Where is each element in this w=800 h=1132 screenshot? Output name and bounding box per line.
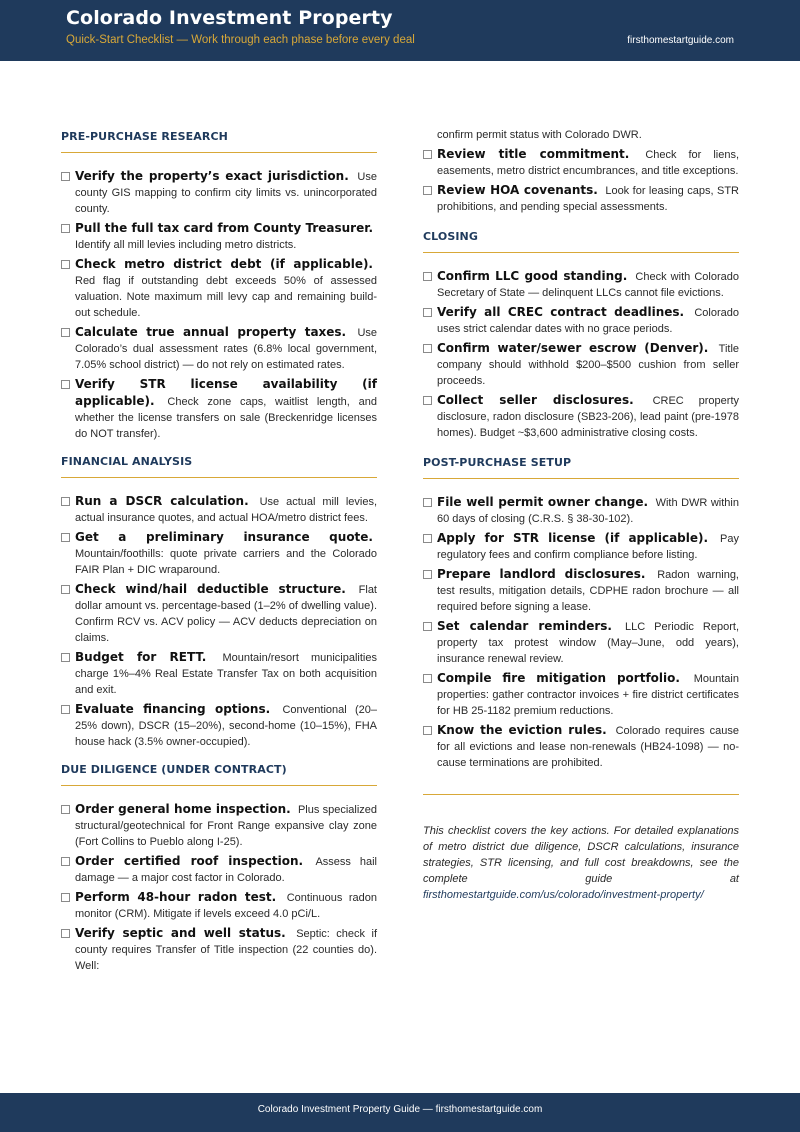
checkbox[interactable] (61, 653, 70, 662)
checklist-item (61, 889, 377, 922)
checklist-item (423, 304, 739, 337)
item-title: Verify STR license availability (if applicable). (75, 377, 377, 408)
checklist-item (61, 376, 377, 442)
checkbox[interactable] (61, 857, 70, 866)
item-title: Set calendar reminders. (437, 619, 612, 633)
item-text: Radon warning, test results, mitigation details, CDPHE radon brochure — all required before signing a lease. (437, 569, 739, 613)
item-text: Mountain/foothills: quote private carriers and the Colorado FAIR Plan + DIC wraparound. (75, 548, 377, 576)
header-site-link[interactable]: firsthomestartguide.com (627, 35, 734, 46)
checkbox[interactable] (61, 929, 70, 938)
item-text: Mountain/resort municipalities charge 1%–4% Real Estate Transfer Tax on both acquisition and exit. (75, 652, 377, 696)
checkbox[interactable] (61, 533, 70, 542)
checkbox[interactable] (423, 534, 432, 543)
checkbox[interactable] (61, 172, 70, 181)
checklist-item (423, 340, 739, 389)
item-title: Order certified roof inspection. (75, 854, 304, 868)
checkbox[interactable] (423, 570, 432, 579)
checklist-item (423, 530, 739, 563)
checkbox[interactable] (61, 585, 70, 594)
checklist-item (61, 649, 377, 698)
item-title: Collect seller disclosures. (437, 393, 634, 407)
due-diligence-continuation: confirm permit status with Colorado DWR. (437, 129, 642, 141)
item-text: Check zone caps, waitlist length, and whether the license transfers on sale (Breckenridge licenses do NOT transfer). (75, 396, 377, 440)
item-text: Colorado uses strict calendar dates with no grace periods. (437, 307, 739, 335)
section-post-purchase (423, 451, 739, 771)
checkbox[interactable] (423, 396, 432, 405)
item-title: Know the eviction rules. (437, 723, 607, 737)
checklist-item (423, 722, 739, 771)
item-title: Calculate true annual property taxes. (75, 325, 347, 339)
page-title: Colorado Investment Property (66, 7, 393, 29)
section-heading: DUE DILIGENCE (UNDER CONTRACT) (61, 758, 377, 786)
item-text: Use Colorado’s dual assessment rates (6.8% local government, 7.05% school district) — do not rely on estimated rates. (75, 327, 377, 371)
item-text: Flat dollar amount vs. percentage-based (1–2% of dwelling value). Confirm RCV vs. ACV policy — ACV deducts depreciation on claims. (75, 584, 377, 644)
checklist-item (61, 493, 377, 526)
checkbox[interactable] (423, 622, 432, 631)
checkbox[interactable] (423, 344, 432, 353)
checklist-item (423, 566, 739, 615)
checklist-item (61, 853, 377, 886)
guide-note-text: This checklist covers the key actions. For detailed explanations of metro district due diligence, DSCR calculations, insurance strategies, STR licensing, and full cost breakdowns, see the complete guide at (423, 825, 739, 885)
checkbox[interactable] (61, 805, 70, 814)
item-title: Order general home inspection. (75, 802, 291, 816)
item-title: Apply for STR license (if applicable). (437, 531, 709, 545)
checklist-item (423, 670, 739, 719)
item-text: With DWR within 60 days of closing (C.R.S. § 38-30-102). (437, 497, 739, 525)
item-title: Compile fire mitigation portfolio. (437, 671, 680, 685)
item-text: Use county GIS mapping to confirm city limits vs. unincorporated county. (75, 171, 377, 215)
item-text: Red flag if outstanding debt exceeds 50% of assessed valuation. Note maximum mill levy cap and remaining build-out schedule. (75, 275, 377, 319)
checkbox[interactable] (61, 705, 70, 714)
item-text: Check for liens, easements, metro district encumbrances, and title exceptions. (437, 149, 739, 177)
item-text: Title company should withhold $200–$500 cushion from seller proceeds. (437, 343, 740, 387)
guide-note (423, 823, 739, 903)
checklist-item (61, 220, 377, 253)
section-due-diligence (61, 758, 377, 974)
checklist-item (423, 146, 739, 179)
guide-link[interactable]: firsthomestartguide.com/us/colorado/investment-property/ (423, 889, 704, 901)
item-title: Perform 48-hour radon test. (75, 890, 277, 904)
checkbox[interactable] (61, 224, 70, 233)
item-title: Evaluate financing options. (75, 702, 271, 716)
item-title: Verify septic and well status. (75, 926, 286, 940)
checklist-item (61, 529, 377, 578)
item-title: Check wind/hail deductible structure. (75, 582, 346, 596)
checkbox[interactable] (423, 150, 432, 159)
checklist-item (61, 581, 377, 646)
item-title: Review HOA covenants. (437, 183, 598, 197)
right-column (423, 127, 739, 903)
checklist-item (61, 925, 377, 974)
item-title: Prepare landlord disclosures. (437, 567, 646, 581)
item-title: Confirm LLC good standing. (437, 269, 628, 283)
section-heading: POST-PURCHASE SETUP (423, 451, 739, 479)
item-title: Verify all CREC contract deadlines. (437, 305, 685, 319)
item-title: Pull the full tax card from County Treasurer. (75, 221, 373, 235)
checkbox[interactable] (423, 726, 432, 735)
checkbox[interactable] (423, 308, 432, 317)
item-title: Get a preliminary insurance quote. (75, 530, 373, 544)
section-heading: CLOSING (423, 225, 739, 253)
checklist-item (61, 701, 377, 750)
item-title: Budget for RETT. (75, 650, 207, 664)
header-bar (0, 0, 800, 61)
item-text: Pay regulatory fees and confirm compliance before listing. (437, 533, 739, 561)
item-text: Use actual mill levies, actual insurance quotes, and actual HOA/metro district fees. (75, 496, 377, 524)
item-title: Run a DSCR calculation. (75, 494, 249, 508)
item-text: Check with Colorado Secretary of State — delinquent LLCs cannot file evictions. (437, 271, 739, 299)
item-title: Verify the property’s exact jurisdiction. (75, 169, 349, 183)
page-subtitle: Quick-Start Checklist — Work through each phase before every deal (66, 34, 415, 46)
checkbox[interactable] (61, 260, 70, 269)
checklist-item (61, 324, 377, 373)
item-text: Identify all mill levies including metro districts. (75, 239, 297, 251)
item-text: Assess hail damage — a major cost factor in Colorado. (75, 856, 378, 884)
item-title: Check metro district debt (if applicable). (75, 257, 373, 271)
item-text: Mountain properties: gather contractor invoices + fire district certificates for HB 25-1182 premium reductions. (437, 673, 739, 717)
section-pre-purchase (61, 125, 377, 442)
checklist-item (61, 168, 377, 217)
checklist-item (423, 494, 739, 527)
checkbox[interactable] (423, 674, 432, 683)
checkbox[interactable] (423, 272, 432, 281)
item-text: LLC Periodic Report, property tax protest window (May–June, odd years), insurance renewal review. (437, 621, 739, 665)
item-text: Colorado requires cause for all evictions and lease non-renewals (HB24-1098) — no-cause terminations are prohibited. (437, 725, 739, 769)
footer-text: Colorado Investment Property Guide — firsthomestartguide.com (257, 1104, 543, 1115)
checkbox[interactable] (61, 328, 70, 337)
section-heading: FINANCIAL ANALYSIS (61, 450, 377, 478)
section-heading: PRE-PURCHASE RESEARCH (61, 125, 377, 153)
checkbox[interactable] (61, 893, 70, 902)
checkbox[interactable] (423, 186, 432, 195)
item-text: Plus specialized structural/geotechnical for Front Range expansive clay zone (Fort Collins to Pueblo along I-25). (75, 804, 378, 848)
footer-bar (0, 1093, 800, 1132)
checkbox[interactable] (61, 380, 70, 389)
section-closing (423, 225, 739, 441)
item-text: Continuous radon monitor (CRM). Mitigate if levels exceed 4.0 pCi/L. (75, 892, 377, 920)
checklist-item (61, 801, 377, 850)
checklist-item (423, 268, 739, 301)
checkbox[interactable] (61, 497, 70, 506)
item-text: Look for leasing caps, STR prohibitions, and pending special assessments. (437, 185, 739, 213)
item-title: Review title commitment. (437, 147, 630, 161)
item-text: Conventional (20–25% down), DSCR (15–20%), second-home (10–15%), FHA house hack (3.5% owner-occupied). (75, 704, 377, 748)
item-text: CREC property disclosure, radon disclosure (SB23-206), lead paint (pre-1978 homes). Budget ~$3,600 administrative closing costs. (437, 395, 740, 439)
checklist-item (423, 182, 739, 215)
item-title: File well permit owner change. (437, 495, 649, 509)
checklist-item (423, 392, 739, 441)
divider (423, 794, 739, 795)
item-title: Confirm water/sewer escrow (Denver). (437, 341, 709, 355)
item-text: Septic: check if county requires Transfer of Title inspection (22 counties do). Well: (75, 928, 377, 972)
section-financial-analysis (61, 450, 377, 750)
checkbox[interactable] (423, 498, 432, 507)
checklist-item (423, 618, 739, 667)
left-column (61, 125, 377, 982)
checklist-item (61, 256, 377, 321)
